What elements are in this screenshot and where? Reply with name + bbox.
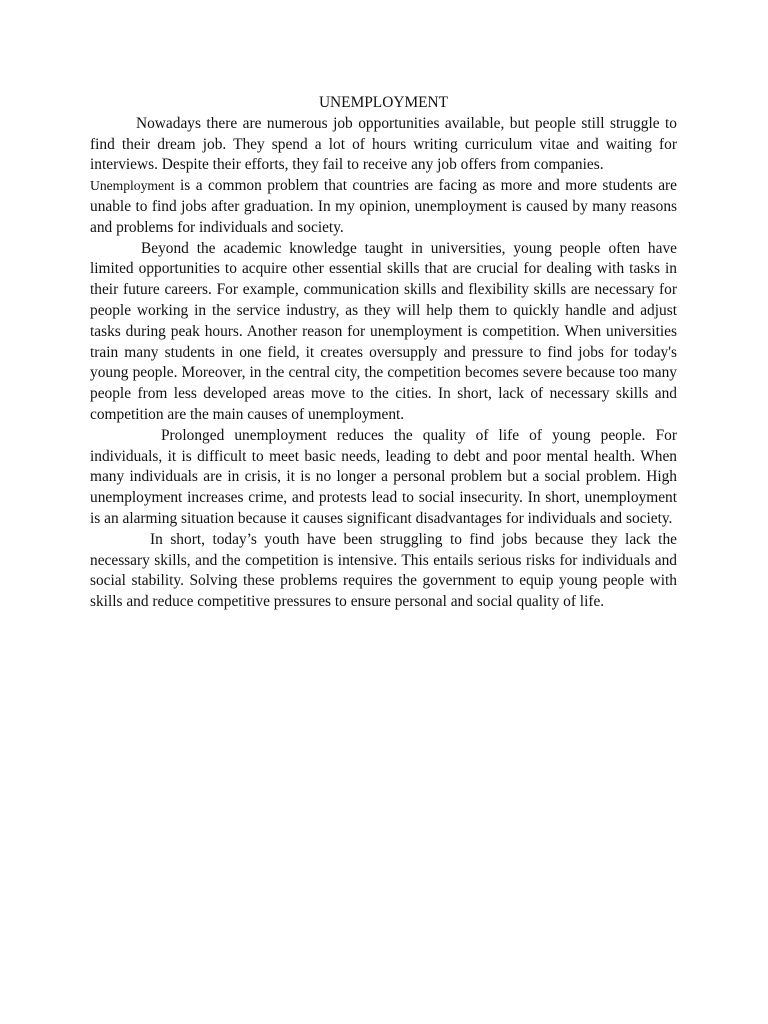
paragraph-introduction-part1: Nowadays there are numerous job opportunities available, but people still struggle to find their dream job. They spend a lot of hours writing curriculum vitae and waiting for interviews. Despite their efforts, they fail to receive any job offers from companies. — [90, 114, 677, 174]
paragraph-introduction — [90, 114, 677, 239]
paragraph-causes: Beyond the academic knowledge taught in universities, young people often have limited opportunities to acquire other essential skills that are crucial for dealing with tasks in their future careers. For example, communication skills and flexibility skills are necessary for people working in the service industry, as they will help them to quickly handle and adjust tasks during peak hours. Another reason for unemployment is competition. When universities train many students in one field, it creates oversupply and pressure to find jobs for today's young people. Moreover, in the central city, the competition becomes severe because too many people from less developed areas move to the cities. In short, lack of necessary skills and competition are the main causes of unemployment. — [90, 239, 677, 423]
paragraph-introduction-word: Unemployment — [90, 178, 175, 194]
document-page — [90, 93, 677, 613]
paragraph-conclusion: In short, today’s youth have been struggling to find jobs because they lack the necessary skills, and the competition is intensive. This entails serious risks for individuals and social stability. Solving these problems requires the government to equip young people with skills and reduce competitive pressures to ensure personal and social quality of life. — [90, 530, 677, 611]
paragraph-introduction-part2: is a common problem that countries are facing as more and more students are unable to find jobs after graduation. In my opinion, unemployment is caused by many reasons and problems for individuals and society. — [90, 177, 677, 236]
document-title: UNEMPLOYMENT — [318, 94, 449, 111]
paragraph-effects: Prolonged unemployment reduces the quality of life of young people. For individuals, it is difficult to meet basic needs, leading to debt and poor mental health. When many individuals are in crisis, it is no longer a personal problem but a social problem. High unemployment increases crime, and protests lead to social insecurity. In short, unemployment is an alarming situation because it causes significant disadvantages for individuals and society. — [90, 426, 677, 527]
